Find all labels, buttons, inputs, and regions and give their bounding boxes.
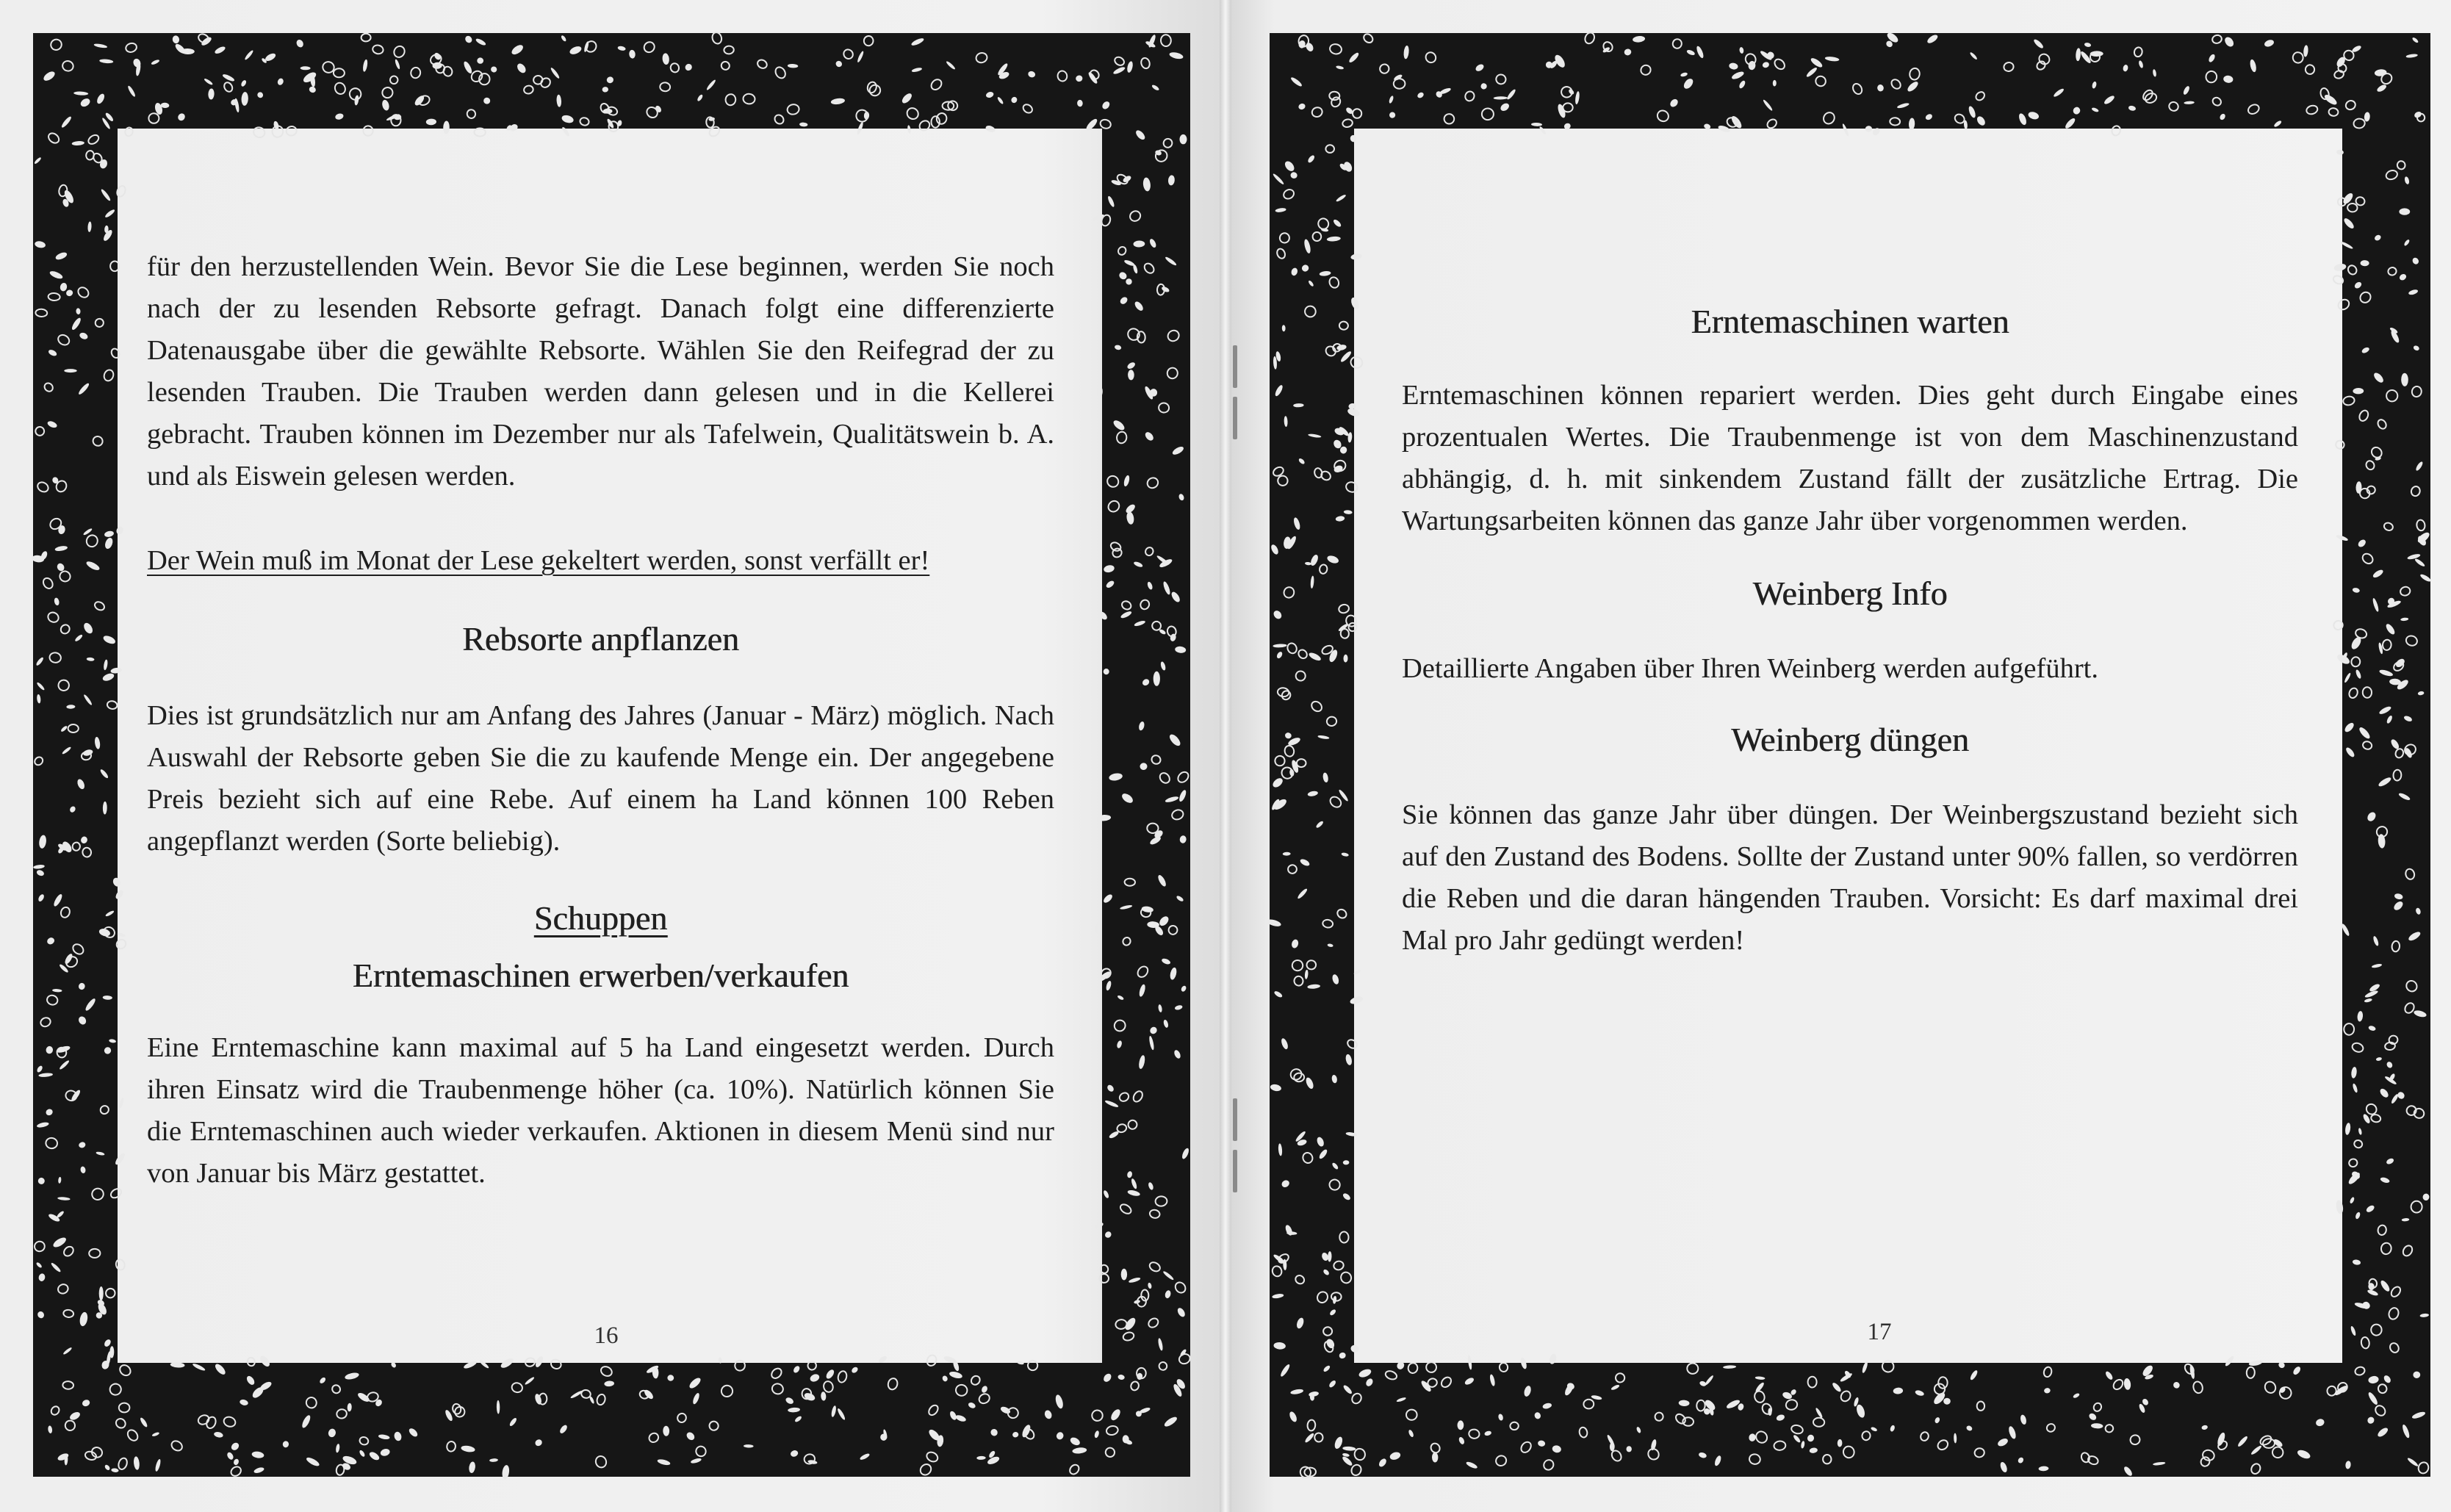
staple-lower <box>1233 1098 1237 1141</box>
leaf-ornament <box>877 1355 888 1364</box>
page-number-left: 16 <box>594 1322 619 1349</box>
leaf-ornament <box>1943 1398 1951 1405</box>
leaf-ornament <box>718 1357 722 1364</box>
leaf-ornament <box>117 932 126 937</box>
warning-text: Der Wein muß im Monat der Lese gekeltert werden, sonst verfällt er! <box>147 545 930 576</box>
booklet-spine <box>1220 0 1231 1512</box>
leaf-ornament <box>1180 134 1187 144</box>
paragraph-warten: Erntemaschinen können repariert werden. Dies geht durch Eingabe eines prozentualen Wertes. Die Traubenmenge ist von dem Maschinenzustand abhängig, d. h. mit sinkendem Zustand fällt der zusätzliche Ertrag. Die Wartungsarbeiten können das ganze Jahr über vorgenommen werden. <box>1402 380 2298 536</box>
left-page-content <box>147 246 1054 1195</box>
right-page-content <box>1402 300 2298 962</box>
leaf-ornament <box>1097 386 1103 397</box>
leaf-ornament <box>1126 278 1131 284</box>
paragraph-intro: für den herzustellenden Wein. Bevor Sie die Lese beginnen, werden Sie noch nach der zu lesenden Rebsorte gefragt. Danach folgt eine differenzierte Datenausgabe über die gewählte Rebsorte. Wählen Sie den Reifegrad der zu lesenden Trauben. Die Trauben werden dann gelesen und in die Kellerei gebracht. Trauben können im Dezember nur als Tafelwein, Qualitätswein b. A. und als Eiswein gelesen werden. <box>147 251 1054 492</box>
leaf-ornament <box>2399 208 2410 215</box>
staple-upper <box>1233 397 1237 439</box>
heading-erntemaschinen-warten: Erntemaschinen warten <box>1691 303 2009 340</box>
leaf-ornament <box>1104 669 1109 674</box>
leaf-ornament <box>118 1097 124 1108</box>
leaf-ornament <box>99 1286 104 1300</box>
heading-weinberg-duengen: Weinberg düngen <box>1731 721 1969 758</box>
leaf-ornament <box>1627 1446 1632 1452</box>
leaf-ornament <box>1121 1269 1127 1281</box>
paragraph-rebsorte: Dies ist grundsätzlich nur am Anfang des Jahres (Januar - März) möglich. Nach Auswahl der Rebsorte geben Sie die zu kaufende Menge ein. Der angegebene Preis bezieht sich auf eine Rebe. Auf einem ha Land können 100 Reben angepflanzt werden (Sorte beliebig). <box>147 700 1054 857</box>
leaf-ornament <box>1153 672 1160 686</box>
paragraph-duengen: Sie können das ganze Jahr über düngen. Der Weinbergszustand bezieht sich auf den Zustand des Bodens. Sollte der Zustand unter 90% fallen, so verdörren die Reben und die daran hängenden Trauben. Vorsicht: Es darf maximal drei Mal pro Jahr gedüngt werden! <box>1402 799 2298 956</box>
leaf-ornament <box>1353 969 1361 976</box>
staple-bottom <box>1233 1150 1237 1192</box>
page-number-right: 17 <box>1867 1319 1892 1345</box>
heading-erntemaschinen-erwerben: Erntemaschinen erwerben/verkaufen <box>352 957 849 994</box>
heading-weinberg-info: Weinberg Info <box>1752 575 1948 612</box>
heading-rebsorte-anpflanzen: Rebsorte anpflanzen <box>462 620 739 658</box>
right-page <box>1226 0 2451 1512</box>
paragraph-erntemaschinen: Eine Erntemaschine kann maximal auf 5 ha Land eingesetzt werden. Durch ihren Einsatz wird die Traubenmenge höher (ca. 10%). Natürlich können Sie die Erntemaschinen auch wieder verkaufen. Aktionen in diesem Menü sind nur von Januar bis März gestattet. <box>147 1032 1054 1189</box>
grape-ornament <box>474 128 486 137</box>
paragraph-info: Detaillierte Angaben über Ihren Weinberg werden aufgeführt. <box>1402 653 2098 684</box>
heading-schuppen: Schuppen <box>533 899 668 937</box>
staple-top <box>1233 345 1237 388</box>
leaf-ornament <box>64 369 76 372</box>
leaf-ornament <box>1095 921 1102 933</box>
